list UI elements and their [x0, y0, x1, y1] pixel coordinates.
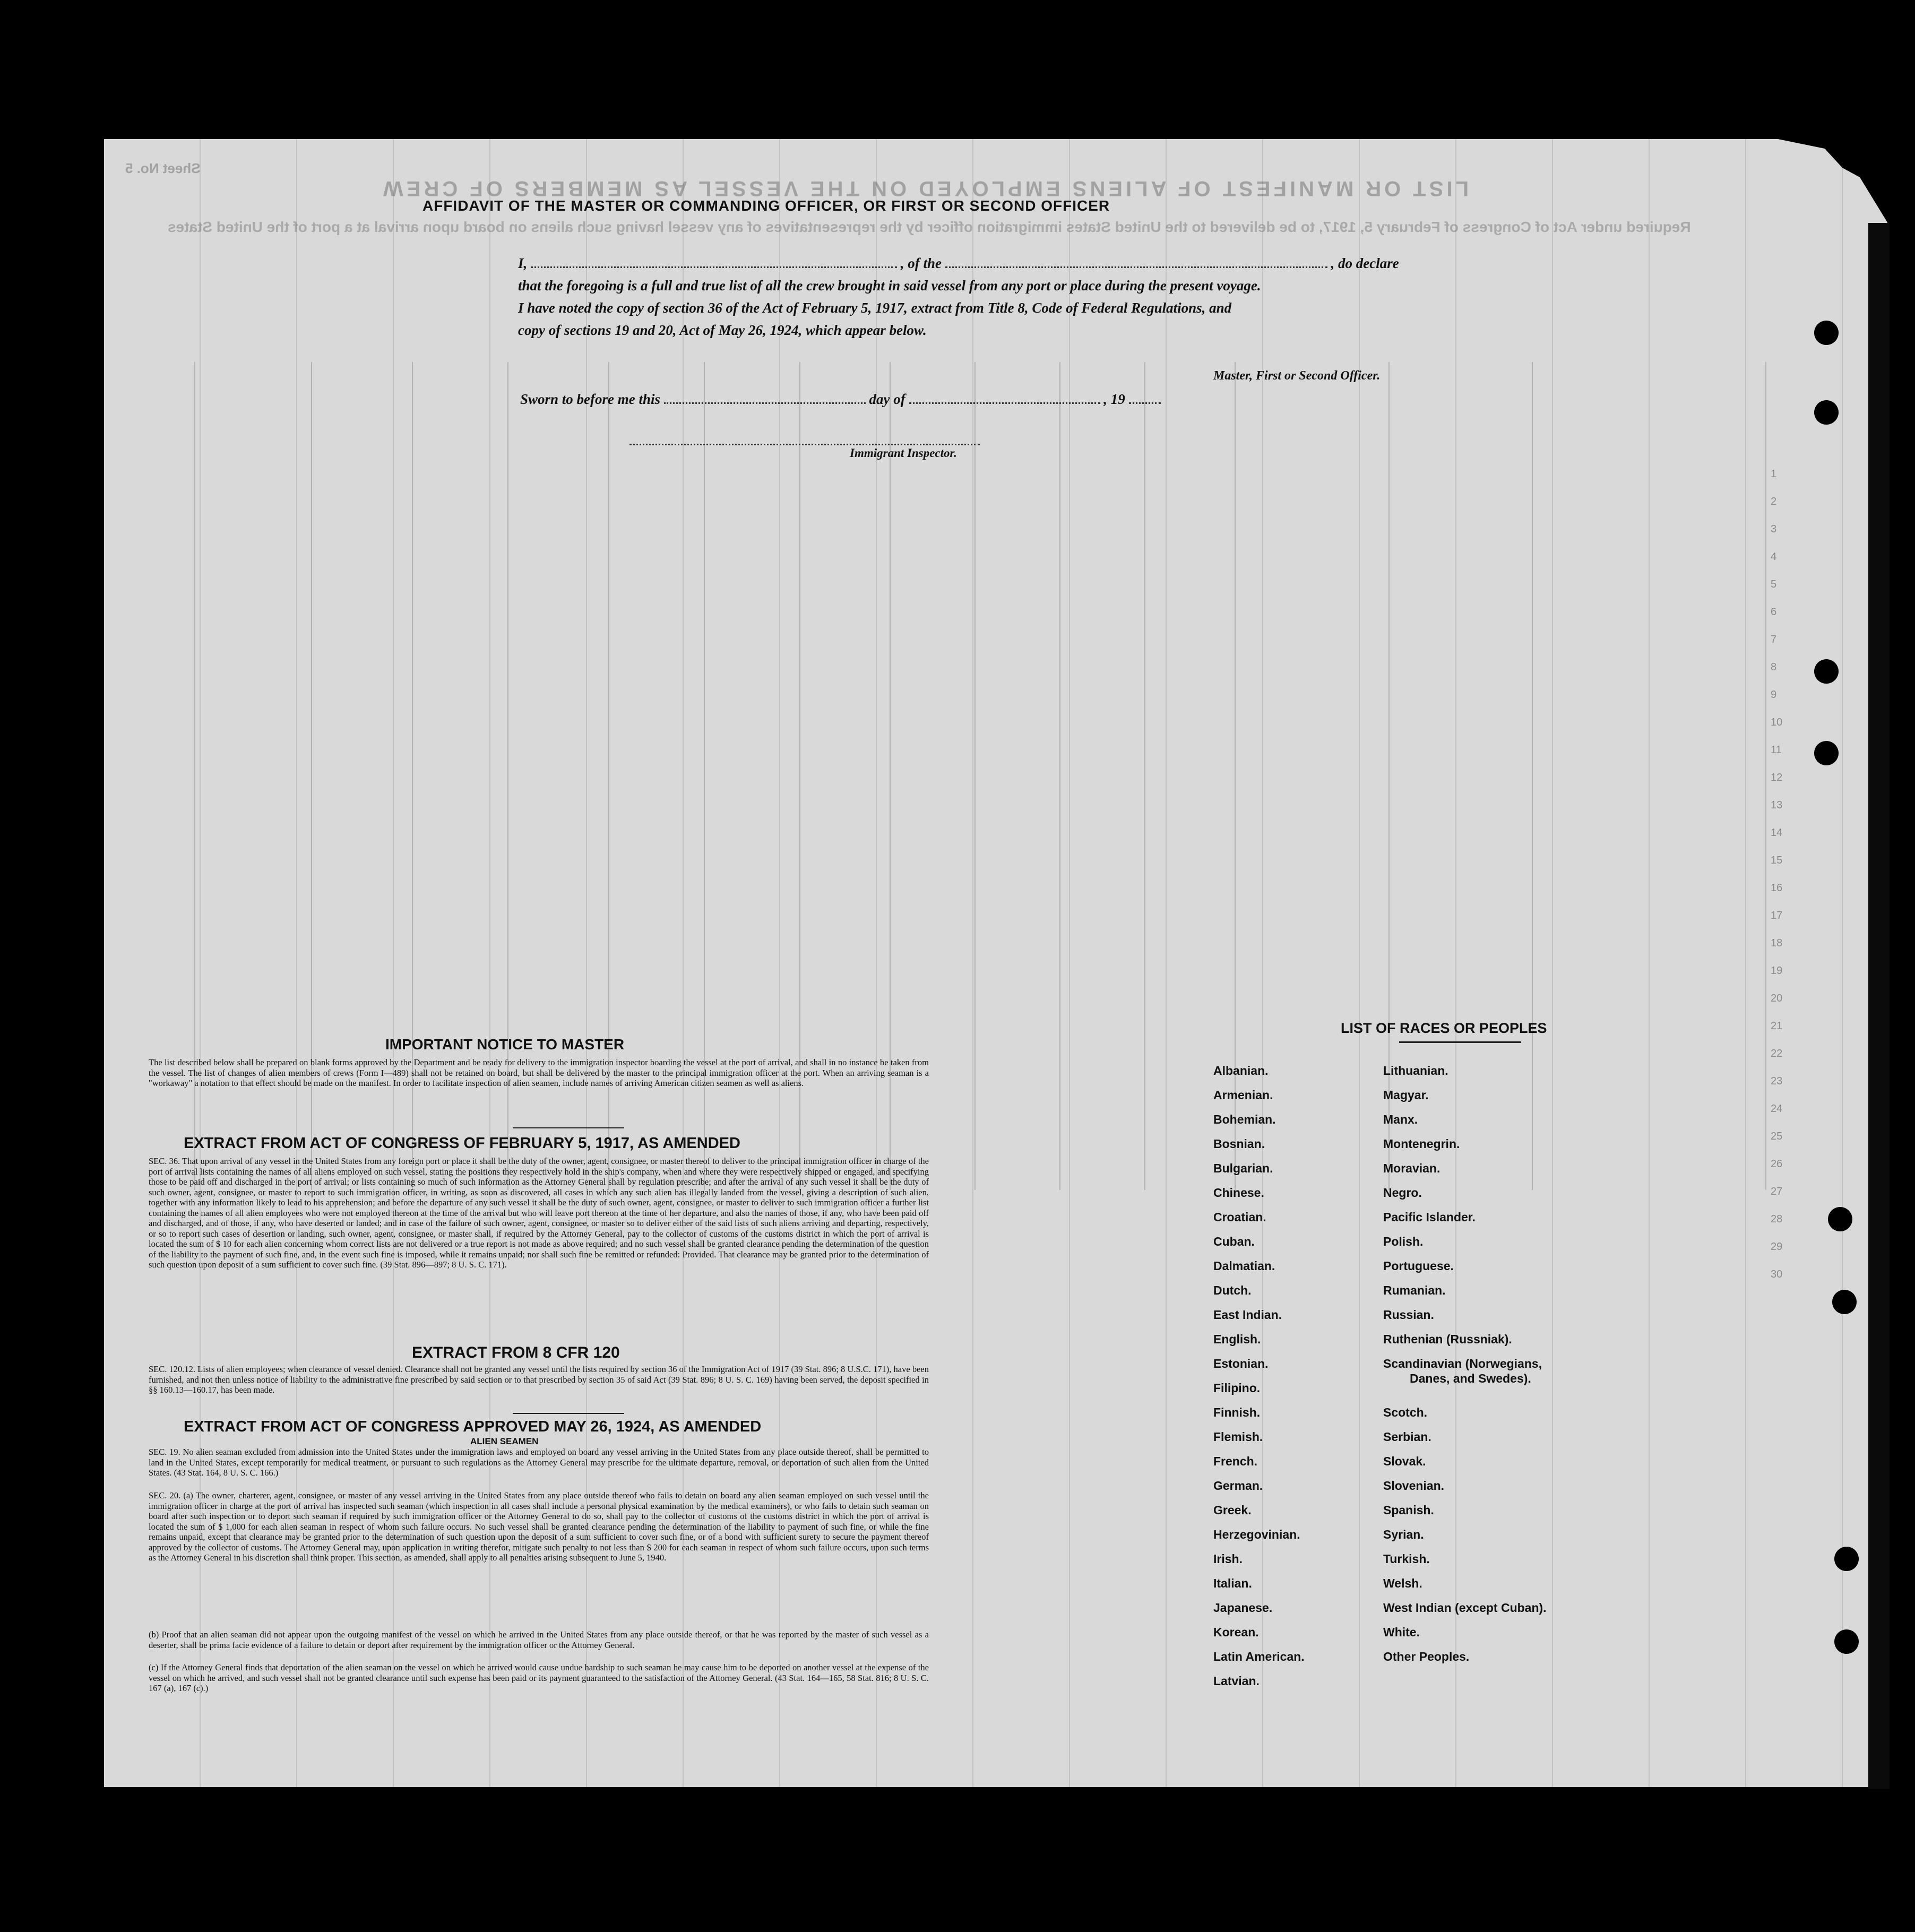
race-item: Dutch.	[1213, 1283, 1252, 1297]
master-signature-label: Master, First or Second Officer.	[1213, 369, 1381, 383]
bleedthrough-title: LIST OR MANIFEST OF ALIENS EMPLOYED ON THE VESSEL AS MEMBERS OF CREW	[380, 177, 1469, 200]
column-line	[1059, 362, 1060, 1190]
race-item: Montenegrin.	[1383, 1137, 1460, 1151]
row-number: 19	[1771, 965, 1783, 977]
row-number: 30	[1771, 1269, 1783, 1280]
race-item: Cuban.	[1213, 1235, 1255, 1248]
year-blank	[1129, 391, 1161, 404]
race-item: French.	[1213, 1454, 1258, 1468]
race-item: Ruthenian (Russniak).	[1383, 1332, 1512, 1346]
row-number: 12	[1771, 772, 1783, 783]
sworn-before-me: Sworn to before me this	[520, 391, 661, 407]
race-item: Scotch.	[1383, 1405, 1428, 1419]
race-item: Manx.	[1383, 1112, 1418, 1126]
race-item: Lithuanian.	[1383, 1064, 1448, 1077]
race-item: Flemish.	[1213, 1430, 1263, 1444]
row-number: 16	[1771, 882, 1783, 894]
punch-hole	[1834, 1547, 1859, 1571]
row-number: 6	[1771, 606, 1777, 618]
inspector-label: Immigrant Inspector.	[850, 446, 957, 460]
affidavit-line-1	[518, 253, 1399, 274]
row-number: 8	[1771, 661, 1777, 673]
row-number: 4	[1771, 551, 1777, 563]
row-number: 18	[1771, 937, 1783, 949]
row-number: 15	[1771, 855, 1783, 866]
race-item: Croatian.	[1213, 1210, 1266, 1224]
race-item: English.	[1213, 1332, 1261, 1346]
bleedthrough-subtitle: Required under Act of Congress of February 5, 1917, to be delivered to the United States immigration officer by the representatives of any vessel having such aliens on board upon arrival at a port of the United States	[168, 219, 1691, 235]
row-number: 11	[1771, 744, 1782, 756]
extract-cfr-title: EXTRACT FROM 8 CFR 120	[412, 1344, 620, 1361]
punch-hole	[1814, 400, 1839, 425]
race-item: Spanish.	[1383, 1503, 1434, 1517]
sworn-year: , 19	[1103, 391, 1125, 407]
race-item: Russian.	[1383, 1308, 1434, 1322]
row-number: 25	[1771, 1131, 1783, 1142]
race-item: German.	[1213, 1479, 1263, 1493]
race-item: Welsh.	[1383, 1576, 1422, 1590]
race-item: Finnish.	[1213, 1405, 1261, 1419]
extract-1924-title: EXTRACT FROM ACT OF CONGRESS APPROVED MAY 26, 1924, AS AMENDED	[184, 1418, 762, 1435]
divider	[513, 1127, 624, 1128]
vessel-blank	[945, 255, 1327, 268]
manifest-sheet	[104, 139, 1887, 1787]
race-item: Latin American.	[1213, 1650, 1305, 1663]
race-item: West Indian (except Cuban).	[1383, 1601, 1547, 1615]
extract-1917-title: EXTRACT FROM ACT OF CONGRESS OF FEBRUARY 5, 1917, AS AMENDED	[184, 1135, 740, 1152]
bleedthrough-sheet-number: Sheet No. 5	[125, 160, 201, 176]
affidavit-line-4: copy of sections 19 and 20, Act of May 26, 1924, which appear below.	[518, 322, 927, 338]
affidavit-line-3: I have noted the copy of section 36 of the Act of February 5, 1917, extract from Title 8, Code of Federal Regulations, and	[518, 300, 1232, 316]
divider	[513, 1413, 624, 1414]
row-number: 13	[1771, 799, 1783, 811]
race-item: Slovak.	[1383, 1454, 1426, 1468]
race-item: Herzegovinian.	[1213, 1528, 1300, 1541]
column-line	[974, 362, 976, 1190]
punch-hole	[1832, 1290, 1857, 1314]
race-item: Serbian.	[1383, 1430, 1431, 1444]
race-item: East Indian.	[1213, 1308, 1282, 1322]
sworn-day-of: day of	[869, 391, 905, 407]
race-item: Moravian.	[1383, 1161, 1440, 1175]
row-number: 5	[1771, 579, 1777, 590]
row-number: 3	[1771, 523, 1777, 535]
sec-19-body: SEC. 19. No alien seaman excluded from admission into the United States under the immigration laws and employed on board any vessel arriving in the United States from any place outside thereof, shall be permitted to land in the United States, except temporarily for medical treatment, or pursuant to such regulations as the Attorney General may prescribe for the ultimate departure, removal, or deportation of such alien from the United States. (43 Stat. 164, 8 U. S. C. 166.)	[149, 1447, 929, 1478]
race-item: Irish.	[1213, 1552, 1243, 1566]
race-item: Other Peoples.	[1383, 1650, 1470, 1663]
race-item: Danes, and Swedes).	[1410, 1372, 1531, 1385]
row-number: 24	[1771, 1103, 1783, 1115]
race-item: Japanese.	[1213, 1601, 1273, 1615]
races-title: LIST OF RACES OR PEOPLES	[1341, 1020, 1547, 1036]
punch-hole	[1814, 321, 1839, 345]
race-item: Italian.	[1213, 1576, 1252, 1590]
race-item: Magyar.	[1383, 1088, 1429, 1102]
row-number: 22	[1771, 1048, 1783, 1059]
race-item: Albanian.	[1213, 1064, 1269, 1077]
race-item: Portuguese.	[1383, 1259, 1454, 1273]
row-number: 28	[1771, 1213, 1783, 1225]
row-number: 23	[1771, 1075, 1783, 1087]
page-edge-shadow	[1868, 223, 1890, 1789]
sec-20a-body: SEC. 20. (a) The owner, charterer, agent, consignee, or master of any vessel arriving in the United States from any place outside thereof who fails to detain on board any alien seaman employed on such vessel until the immigration officer in charge at the port of arrival has inspected such seaman (which inspection in all cases shall include a personal physical examination by the medical examiners), or who fails to detain such seaman on board after such inspection or to deport such seaman if required by such immigration officer or the Attorney General to do so, shall pay to the collector of customs of the customs district in which the port of arrival is located the sum of $ 1,000 for each alien seaman in respect of whom such failure occurs. No such vessel shall be granted clearance pending the determination of the liability to payment of such fine, or while the fine remains unpaid, except that clearance may be granted prior to the determination of such question upon the deposit of a sum sufficient to cover such fine, or of a bond with sufficient surety to secure the payment thereof approved by the collector of customs. The Attorney General may, upon application in writing therefor, mitigate such penalty to not less than $ 200 for each seaman in respect of whom such failure occurs, upon such terms as the Attorney General in his discretion shall think proper. This section, as amended, shall apply to all penalties arising subsequent to June 5, 1940.	[149, 1490, 929, 1563]
race-item: Chinese.	[1213, 1186, 1264, 1200]
divider	[1399, 1041, 1521, 1043]
race-item: Rumanian.	[1383, 1283, 1446, 1297]
race-item: Polish.	[1383, 1235, 1424, 1248]
sworn-line	[520, 389, 1161, 410]
race-item: Armenian.	[1213, 1088, 1273, 1102]
row-number: 2	[1771, 496, 1777, 507]
punch-hole	[1828, 1207, 1852, 1231]
affidavit-i: I,	[518, 255, 528, 271]
row-number: 14	[1771, 827, 1783, 839]
alien-seamen-subtitle: ALIEN SEAMEN	[470, 1436, 539, 1446]
sec-20b-body: (b) Proof that an alien seaman did not appear upon the outgoing manifest of the vessel on which he arrived in the United States from any place outside thereof, or that he was reported by the master of such vessel as a deserter, shall be prima facie evidence of a failure to detain or deport after requirement by the immigration officer or the Attorney General.	[149, 1629, 929, 1650]
affidavit-of-the: , of the	[900, 255, 942, 271]
race-item: Filipino.	[1213, 1381, 1261, 1395]
day-blank	[664, 391, 866, 404]
race-item: Estonian.	[1213, 1357, 1269, 1370]
punch-hole	[1814, 659, 1839, 684]
extract-1917-body: SEC. 36. That upon arrival of any vessel in the United States from any foreign port or place it shall be the duty of the owner, agent, consignee, or master thereof to deliver to the principal immigration officer in charge of the port of arrival lists containing the names of all aliens employed on such vessel, stating the positions they respectively hold in the ship's company, when and where they were respectively shipped or engaged, and specifying those to be paid off and discharged in the port of arrival; or lists containing so much of such information as the Attorney General shall by regulation prescribe; and after the arrival of any such vessel it shall be the duty of such owner, agent, consignee, or master to report to such immigration officer, in writing, as soon as discovered, all cases in which any such alien has illegally landed from the vessel, giving a description of such alien, together with any information likely to lead to his apprehension; and before the departure of any such vessel it shall be the duty of such owner, agent, consignee, or master to deliver to such immigration officer a further list containing the names of all alien employees who were not employed thereon at the time of the arrival but who will leave port thereon at the time of her departure, and also the names of those, if any, who have been paid off and discharged, and of those, if any, who have deserted or landed; and in case of the failure of such owner, agent, consignee, or master so to deliver either of the said lists of such aliens arriving and departing, respectively, or so to report such cases of desertion or landing, such owner, agent, consignee, or master shall, if required by the Attorney General, pay to the collector of customs of the customs district in which the port of arrival is located the sum of $ 10 for each alien concerning whom correct lists are not delivered or a true report is not made as above required; and no such vessel shall be granted clearance pending the determination of the question of the liability to the payment of such fine, and, in the event such fine is imposed, while it remains unpaid; nor shall such fine be remitted or refunded: Provided. That clearance may be granted prior to the determination of such question upon deposit of a sum sufficient to cover such fine. (39 Stat. 896—897; 8 U. S. C. 171).	[149, 1156, 929, 1270]
affidavit-do-declare: , do declare	[1331, 255, 1399, 271]
race-item: Korean.	[1213, 1625, 1259, 1639]
column-line	[1532, 362, 1533, 1190]
race-item: Scandinavian (Norwegians,	[1383, 1357, 1542, 1370]
affidavit-line-2: that the foregoing is a full and true list of all the crew brought in said vessel from any port or place during the present voyage.	[518, 278, 1261, 294]
row-number: 20	[1771, 993, 1783, 1004]
row-number: 21	[1771, 1020, 1783, 1032]
race-item: Negro.	[1383, 1186, 1422, 1200]
punch-hole	[1814, 741, 1839, 765]
race-item: Slovenian.	[1383, 1479, 1445, 1493]
row-number: 9	[1771, 689, 1777, 701]
row-number: 7	[1771, 634, 1777, 645]
row-number: 29	[1771, 1241, 1783, 1253]
race-item: Syrian.	[1383, 1528, 1424, 1541]
affidavit-title: AFFIDAVIT OF THE MASTER OR COMMANDING OFFICER, OR FIRST OR SECOND OFFICER	[422, 197, 1110, 214]
row-number: 1	[1771, 468, 1777, 480]
race-item: Bosnian.	[1213, 1137, 1265, 1151]
extract-cfr-body: SEC. 120.12. Lists of alien employees; when clearance of vessel denied. Clearance shall not be granted any vessel until the lists required by section 36 of the Immigration Act of 1917 (39 Stat. 896; 8 U.S.C. 171), have been furnished, and not then unless notice of liability to the administrative fine prescribed by said section or to that prescribed by section 35 of said Act (39 Stat. 896; 8 U. S. C. 169) having been served, the deposit specified in §§ 160.13—160.17, has been made.	[149, 1364, 929, 1395]
race-item: Bohemian.	[1213, 1112, 1276, 1126]
sec-20c-body: (c) If the Attorney General finds that deportation of the alien seaman on the vessel on which he arrived would cause undue hardship to such seaman he may cause him to be deported on another vessel at the expense of the vessel on which he arrived, and such vessel shall not be granted clearance until such expense has been paid or its payment guaranteed to the satisfaction of the Attorney General. (43 Stat. 164—165, 58 Stat. 816; 8 U. S. C. 167 (a), 167 (c).)	[149, 1662, 929, 1693]
column-line	[1144, 362, 1145, 1190]
notice-body: The list described below shall be prepared on blank forms approved by the Department and be ready for delivery to the immigration inspector boarding the vessel at the port of arrival, and shall in no instance be taken from the vessel. The list of changes of alien members of crews (Form I—489) shall not be retained on board, but shall be delivered by the master to the principal immigration officer at the port. When an arriving seaman is a "workaway" a notation to that effect should be made on the manifest. In order to facilitate inspection of alien seamen, include names of arriving American citizen seamen as well as aliens.	[149, 1057, 929, 1088]
race-item: Bulgarian.	[1213, 1161, 1273, 1175]
row-number: 26	[1771, 1158, 1783, 1170]
name-blank	[531, 255, 897, 268]
race-item: Turkish.	[1383, 1552, 1430, 1566]
row-number: 27	[1771, 1186, 1783, 1197]
row-number: 17	[1771, 910, 1783, 921]
column-line	[1765, 362, 1766, 1190]
race-item: Pacific Islander.	[1383, 1210, 1476, 1224]
month-blank	[909, 391, 1100, 404]
row-number: 10	[1771, 717, 1783, 728]
punch-hole	[1834, 1629, 1859, 1654]
race-item: Dalmatian.	[1213, 1259, 1275, 1273]
race-item: White.	[1383, 1625, 1420, 1639]
notice-title: IMPORTANT NOTICE TO MASTER	[385, 1036, 625, 1053]
race-item: Greek.	[1213, 1503, 1252, 1517]
race-item: Latvian.	[1213, 1674, 1260, 1688]
